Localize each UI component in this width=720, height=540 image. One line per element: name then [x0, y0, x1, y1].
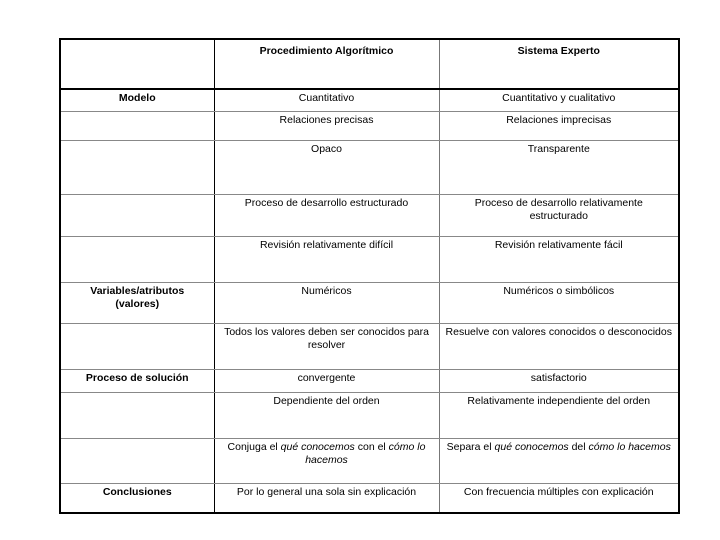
cell-exp: Con frecuencia múltiples con explicación [439, 484, 679, 513]
label-modelo: Modelo [60, 89, 214, 112]
table-row [60, 236, 679, 282]
cell-exp: Cuantitativo y cualitativo [439, 89, 679, 112]
cell-algo: Dependiente del orden [214, 392, 439, 438]
header-experto: Sistema Experto [439, 39, 679, 89]
table-row [60, 324, 679, 370]
label-empty [60, 438, 214, 484]
cell-algo: Todos los valores deben ser conocidos para resolver [214, 324, 439, 370]
label-empty [60, 112, 214, 141]
cell-algo: Opaco [214, 141, 439, 195]
table-row [60, 195, 679, 237]
label-empty [60, 236, 214, 282]
label-empty [60, 392, 214, 438]
table-row [60, 484, 679, 513]
header-row [60, 39, 679, 89]
cell-exp: Resuelve con valores conocidos o desconocidos [439, 324, 679, 370]
table-row [60, 392, 679, 438]
cell-algo: convergente [214, 370, 439, 393]
table-row [60, 141, 679, 195]
cell-exp: Separa el qué conocemos del cómo lo hacemos [439, 438, 679, 484]
label-empty [60, 324, 214, 370]
cell-algo: Numéricos [214, 282, 439, 324]
table-row [60, 370, 679, 393]
cell-algo: Relaciones precisas [214, 112, 439, 141]
cell-exp: satisfactorio [439, 370, 679, 393]
cell-exp: Transparente [439, 141, 679, 195]
label-proceso: Proceso de solución [60, 370, 214, 393]
cell-exp: Numéricos o simbólicos [439, 282, 679, 324]
label-empty [60, 141, 214, 195]
table-row [60, 282, 679, 324]
label-empty [60, 195, 214, 237]
table-row [60, 112, 679, 141]
cell-algo: Cuantitativo [214, 89, 439, 112]
table-row [60, 438, 679, 484]
label-variables: Variables/atributos (valores) [60, 282, 214, 324]
cell-exp: Revisión relativamente fácil [439, 236, 679, 282]
label-conclusiones: Conclusiones [60, 484, 214, 513]
cell-exp: Proceso de desarrollo relativamente estructurado [439, 195, 679, 237]
cell-algo: Conjuga el qué conocemos con el cómo lo hacemos [214, 438, 439, 484]
cell-exp: Relativamente independiente del orden [439, 392, 679, 438]
header-algoritmico: Procedimiento Algorítmico [214, 39, 439, 89]
cell-algo: Proceso de desarrollo estructurado [214, 195, 439, 237]
table-row [60, 89, 679, 112]
cell-algo: Revisión relativamente difícil [214, 236, 439, 282]
cell-algo: Por lo general una sola sin explicación [214, 484, 439, 513]
cell-exp: Relaciones imprecisas [439, 112, 679, 141]
comparison-table [59, 38, 680, 514]
header-empty-cell [60, 39, 214, 89]
